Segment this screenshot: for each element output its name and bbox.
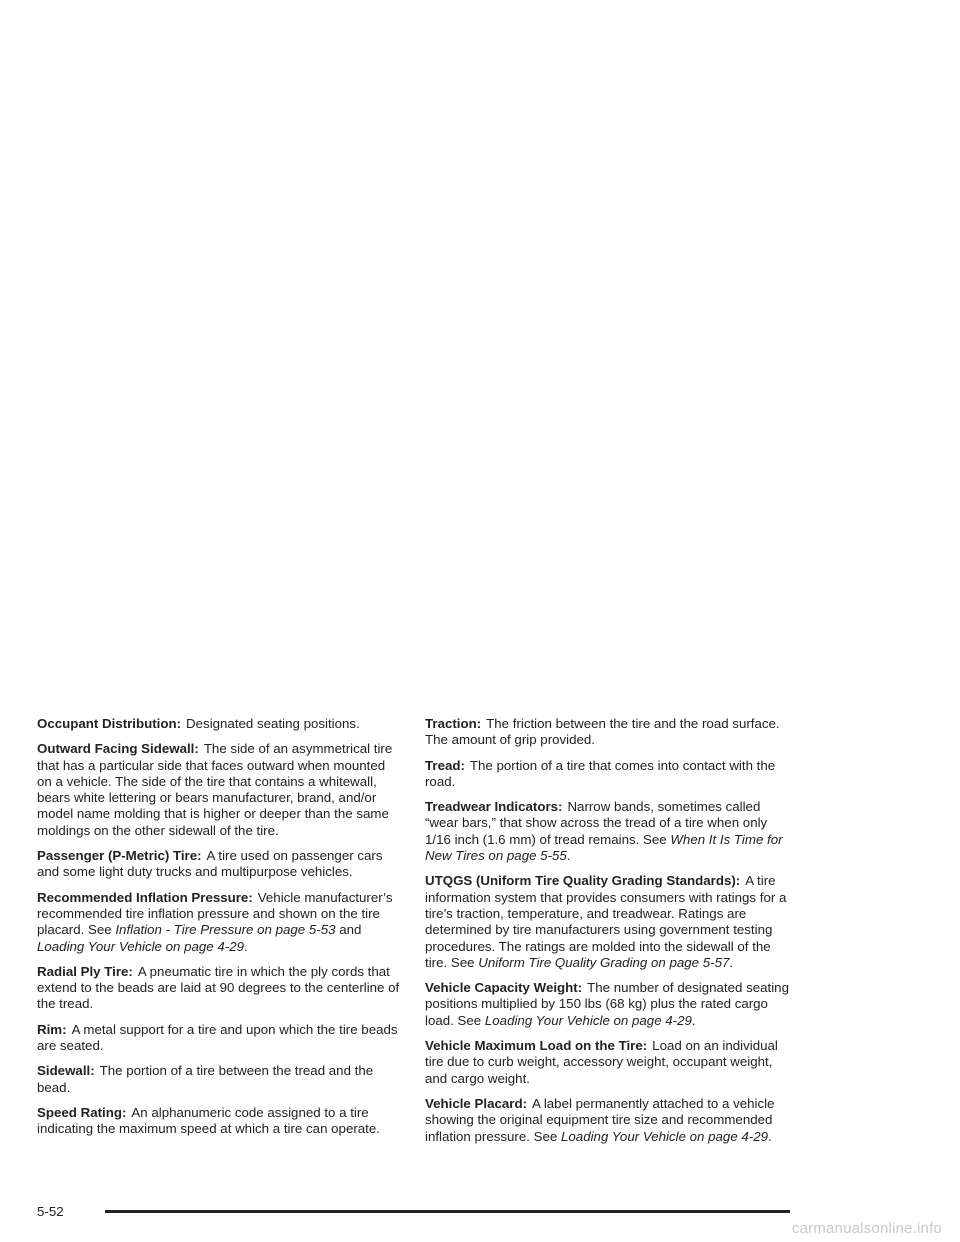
glossary-term: Speed Rating:: [37, 1104, 127, 1120]
glossary-definition: .: [566, 848, 571, 864]
glossary-term: Outward Facing Sidewall:: [37, 741, 199, 757]
glossary-entry: [37, 890, 401, 955]
glossary-definition: A tire information system that provides consumers with ratings for a tire’s traction, temperature, and treadwear. Ratings are determined by tire manufacturers using government testing procedures. The ratings are molded into the sidewall of the tire. See: [425, 873, 787, 970]
glossary-term: Sidewall:: [37, 1063, 95, 1079]
glossary-definition: A metal support for a tire and upon which the tire beads are seated.: [37, 1021, 398, 1054]
cross-reference: Inflation - Tire Pressure on page 5-53: [115, 922, 336, 938]
glossary-term: Rim:: [37, 1021, 67, 1037]
glossary-entry: [425, 1038, 790, 1087]
glossary-definition: A label permanently attached to a vehicle showing the original equipment tire size and recommended inflation pressure. See: [425, 1095, 775, 1144]
cross-reference: Uniform Tire Quality Grading on page 5-57: [478, 954, 730, 970]
glossary-definition: The portion of a tire that comes into contact with the road.: [425, 757, 776, 789]
glossary-entry: [37, 741, 401, 839]
glossary-entry: [37, 1022, 401, 1055]
glossary-definition: A pneumatic tire in which the ply cords that extend to the beads are laid at 90 degrees to the centerline of the tread.: [37, 963, 400, 1012]
glossary-term: Vehicle Maximum Load on the Tire:: [425, 1038, 648, 1054]
glossary-definition: .: [768, 1128, 772, 1144]
glossary-definition: Vehicle manufacturer’s recommended tire inflation pressure and shown on the tire placard. See: [37, 889, 393, 938]
glossary-term: Occupant Distribution:: [37, 716, 182, 731]
glossary-definition: .: [691, 1012, 696, 1028]
glossary-definition: The friction between the tire and the road surface. The amount of grip provided.: [425, 716, 780, 748]
glossary-entry: [425, 799, 790, 864]
glossary-definition: An alphanumeric code assigned to a tire indicating the maximum speed at which a tire can operate.: [37, 1104, 380, 1137]
cross-reference: When It Is Time for New Tires on page 5-55: [425, 831, 783, 864]
glossary-term: Passenger (P-Metric) Tire:: [37, 848, 202, 864]
glossary-definition: .: [244, 938, 248, 954]
glossary-entry: [425, 758, 790, 791]
glossary-entry: [37, 1063, 401, 1096]
glossary-term: Traction:: [425, 716, 482, 731]
glossary-term: Treadwear Indicators:: [425, 799, 563, 815]
glossary-left-column: [37, 716, 401, 1147]
glossary-term: Radial Ply Tire:: [37, 963, 133, 979]
glossary-definition: and: [335, 922, 362, 938]
glossary-entry: [425, 1096, 790, 1145]
glossary-term: Vehicle Capacity Weight:: [425, 980, 583, 996]
glossary-entry: [37, 716, 401, 732]
glossary-definition: .: [729, 954, 734, 970]
glossary-definition: The portion of a tire between the tread and the bead.: [37, 1063, 374, 1095]
glossary-definition: A tire used on passenger cars and some light duty trucks and multipurpose vehicles.: [37, 848, 383, 880]
glossary-entry: [425, 716, 790, 749]
glossary-entry: [37, 964, 401, 1013]
glossary-entry: [425, 980, 790, 1029]
cross-reference: Loading Your Vehicle on page 4-29: [561, 1128, 769, 1144]
glossary-term: Tread:: [425, 757, 465, 773]
glossary-term: Recommended Inflation Pressure:: [37, 889, 253, 905]
glossary-definition: Load on an individual tire due to curb weight, accessory weight, occupant weight, and cargo weight.: [425, 1038, 778, 1086]
glossary-term: UTQGS (Uniform Tire Quality Grading Standards):: [425, 873, 741, 889]
glossary-entry: [37, 1105, 401, 1138]
glossary-definition: Narrow bands, sometimes called “wear bars,” that show across the tread of a tire when only 1/16 inch (1.6 mm) of tread remains. See: [425, 799, 768, 847]
glossary-term: Vehicle Placard:: [425, 1095, 527, 1111]
glossary-entry: [425, 873, 790, 971]
watermark-text: carmanualsonline.info: [791, 1220, 942, 1237]
page-number: 5-52: [37, 1204, 64, 1219]
glossary-entry: [37, 848, 401, 881]
footer-rule: [105, 1210, 790, 1213]
glossary-right-column: [425, 716, 790, 1154]
cross-reference: Loading Your Vehicle on page 4-29: [484, 1012, 692, 1028]
glossary-definition: The side of an asymmetrical tire that has a particular side that faces outward when mounted on a vehicle. The side of the tire that contains a whitewall, bears white lettering or bears manufacturer, brand, and/or model name molding that is higher or deeper than the same moldings on the other sidewall of the tire.: [37, 741, 393, 838]
cross-reference: Loading Your Vehicle on page 4-29: [37, 938, 245, 954]
glossary-definition: Designated seating positions.: [186, 716, 360, 731]
glossary-definition: The number of designated seating positions multiplied by 150 lbs (68 kg) plus the rated cargo load. See: [425, 980, 789, 1028]
